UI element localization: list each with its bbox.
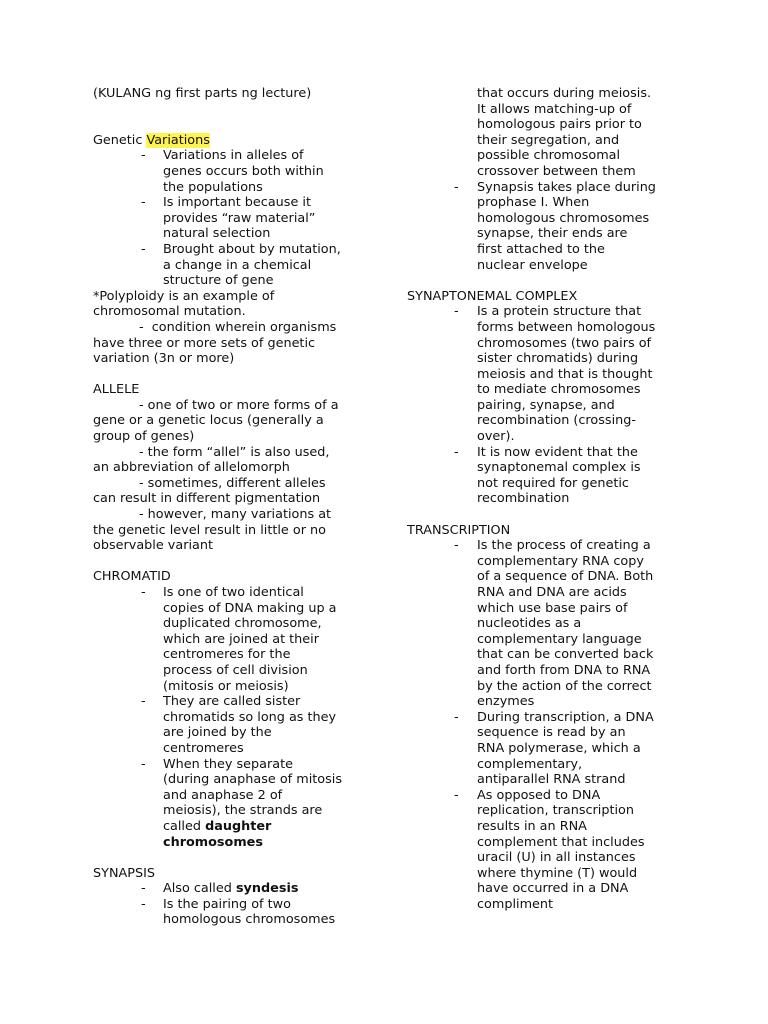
text-line: first attached to the: [477, 241, 605, 257]
genetic-variations-heading: [93, 133, 373, 149]
text-line: (during anaphase of mitosis: [163, 772, 342, 788]
bullet-dash: -: [141, 195, 146, 211]
transcription-heading: TRANSCRIPTION: [407, 522, 511, 538]
allele-heading: ALLELE: [93, 382, 140, 398]
bullet-dash: -: [141, 756, 146, 772]
text-line: process of cell division: [163, 662, 308, 678]
condition-note: have three or more sets of genetic: [93, 335, 316, 351]
text-line: homologous pairs prior to: [477, 117, 642, 133]
text-line: nuclear envelope: [477, 257, 588, 273]
condition-note: variation (3n or more): [93, 351, 235, 367]
text-line: RNA and DNA are acids: [477, 585, 627, 600]
allele-text: can result in different pigmentation: [93, 491, 321, 507]
also-called-text: Also called: [163, 881, 236, 897]
text-line: and anaphase 2 of: [163, 787, 283, 803]
text-line: (mitosis or meiosis): [163, 678, 289, 694]
text-line: that can be converted back: [477, 647, 654, 663]
text-line: pairing, synapse, and: [477, 397, 615, 413]
text-line: Is important because it: [163, 195, 311, 211]
text-line: Is a protein structure that: [477, 304, 642, 320]
text-line: which are joined at their: [163, 631, 319, 647]
text-line: compliment: [477, 896, 554, 912]
text-line: provides “raw material”: [163, 210, 316, 226]
bullet-chromatid-3: [93, 757, 373, 851]
text-line: a change in a chemical: [163, 257, 312, 273]
text-line: complementary language: [477, 631, 642, 647]
right-column: [407, 86, 687, 912]
allele-text: observable variant: [93, 538, 213, 554]
text-line: Brought about by mutation,: [163, 241, 341, 257]
text-line: prophase I. When: [477, 195, 590, 211]
chromatid-heading: CHROMATID: [93, 569, 171, 585]
bullet-transcription-3: [407, 788, 687, 913]
text-line: to mediate chromosomes: [477, 382, 641, 398]
allele-text: - one of two or more forms of a: [139, 397, 339, 413]
heading-prefix: Genetic: [93, 132, 147, 148]
text-line: Synapsis takes place during: [477, 179, 656, 195]
text-line: crossover between them: [477, 163, 636, 179]
text-line: copies of DNA making up a: [163, 600, 337, 616]
text-line: by the action of the correct: [477, 678, 652, 694]
text-line: During transcription, a DNA: [477, 709, 654, 725]
bullet-synaptonemal-2: [407, 445, 687, 507]
polyploidy-note: chromosomal mutation.: [93, 304, 246, 320]
text-line: not required for genetic: [477, 475, 629, 491]
text-line: recombination: [477, 491, 570, 507]
text-line: sequence is read by an: [477, 725, 626, 741]
bullet-dash: -: [141, 881, 146, 897]
bullet-dash: -: [141, 148, 146, 164]
text-line: It is now evident that the: [477, 444, 638, 460]
synapsis-continuation: [407, 86, 687, 180]
bullet-synapsis-2: [93, 897, 373, 928]
intro-note: (KULANG ng first parts ng lecture): [93, 86, 312, 101]
allele-text: gene or a genetic locus (generally a: [93, 413, 324, 429]
text-line: antiparallel RNA strand: [477, 772, 626, 788]
text-line: meiosis), the strands are: [163, 803, 323, 819]
bullet-dash: -: [141, 241, 146, 257]
text-line: As opposed to DNA: [477, 787, 601, 803]
bullet-dash: -: [454, 304, 459, 320]
text-line: [163, 881, 373, 897]
bullet-transcription-2: [407, 710, 687, 788]
text-line: They are called sister: [163, 694, 301, 710]
bold-term: chromosomes: [163, 834, 263, 850]
bullet-dash: -: [454, 709, 459, 725]
text-line: [163, 819, 373, 835]
text-line: possible chromosomal: [477, 148, 621, 164]
text-line: over).: [477, 429, 515, 445]
text-line: complement that includes: [477, 834, 645, 850]
text-line: meiosis and that is thought: [477, 366, 653, 382]
text-line: the populations: [163, 179, 263, 195]
text-line: where thymine (T) would: [477, 865, 638, 881]
allele-text: group of genes): [93, 429, 195, 445]
text-line: forms between homologous: [477, 319, 656, 335]
bold-term: syndesis: [235, 881, 299, 897]
text-line: of a sequence of DNA. Both: [477, 569, 654, 585]
text-line: nucleotides as a: [477, 616, 582, 632]
text-line: synaptonemal complex is: [477, 460, 641, 476]
text-line: replication, transcription: [477, 803, 634, 819]
text-line: centromeres: [163, 740, 244, 756]
text-line: natural selection: [163, 226, 271, 242]
bullet-synapsis-3: [407, 180, 687, 274]
bullet-genetic-3: [93, 242, 373, 289]
text-line: structure of gene: [163, 273, 274, 289]
text-line: that occurs during meiosis.: [477, 86, 652, 101]
text-line: sister chromatids) during: [477, 351, 639, 367]
text-line: homologous chromosomes: [163, 912, 336, 928]
synapsis-heading: SYNAPSIS: [93, 865, 156, 881]
bullet-dash: -: [141, 585, 146, 600]
bullet-dash: -: [141, 896, 146, 912]
bullet-dash: -: [454, 538, 459, 554]
bullet-dash: -: [454, 444, 459, 460]
text-line: genes occurs both within: [163, 163, 324, 179]
text-line: are joined by the: [163, 725, 272, 741]
allele-text: an abbreviation of allelomorph: [93, 460, 290, 476]
text-line: centromeres for the: [163, 647, 291, 663]
synaptonemal-heading: SYNAPTONEMAL COMPLEX: [407, 288, 578, 304]
condition-note: - condition wherein organisms: [139, 319, 337, 335]
left-column: [93, 86, 373, 928]
text-line: chromatids so long as they: [163, 709, 337, 725]
text-line: their segregation, and: [477, 132, 620, 148]
allele-text: - sometimes, different alleles: [139, 475, 326, 491]
text-line: It allows matching-up of: [477, 101, 632, 117]
polyploidy-note: *Polyploidy is an example of: [93, 288, 275, 304]
text-line: complementary,: [477, 756, 583, 772]
text-line: enzymes: [477, 694, 535, 710]
text-line: duplicated chromosome,: [163, 616, 322, 632]
text-line: chromosomes (two pairs of: [477, 335, 652, 351]
bullet-chromatid-2: [93, 694, 373, 756]
text-line: Is the process of creating a: [477, 538, 651, 554]
allele-text: - the form “allel” is also used,: [139, 444, 330, 460]
text-line: RNA polymerase, which a: [477, 740, 641, 756]
bullet-dash: -: [454, 179, 459, 195]
bullet-genetic-2: [93, 195, 373, 242]
bullet-transcription-1: [407, 538, 687, 710]
bullet-chromatid-1: [93, 585, 373, 694]
bullet-synapsis-1: [93, 881, 373, 897]
text-line: uracil (U) in all instances: [477, 850, 636, 866]
text-line: Is the pairing of two: [163, 896, 291, 912]
called-text: called: [163, 818, 206, 834]
allele-text: the genetic level result in little or no: [93, 522, 326, 538]
text-line: synapse, their ends are: [477, 226, 628, 242]
bullet-genetic-1: [93, 148, 373, 195]
text-line: Is one of two identical: [163, 585, 304, 600]
bullet-dash: -: [141, 694, 146, 710]
highlighted-word: Variations: [146, 132, 210, 148]
text-line: homologous chromosomes: [477, 210, 650, 226]
allele-text: - however, many variations at: [139, 507, 332, 523]
text-line: Variations in alleles of: [163, 148, 304, 164]
bullet-synaptonemal-1: [407, 304, 687, 444]
text-line: [163, 835, 373, 851]
bullet-dash: -: [454, 787, 459, 803]
text-line: and forth from DNA to RNA: [477, 662, 651, 678]
text-line: When they separate: [163, 756, 293, 772]
text-line: results in an RNA: [477, 818, 587, 834]
text-line: which use base pairs of: [477, 600, 628, 616]
text-line: have occurred in a DNA: [477, 881, 629, 897]
bold-term: daughter: [205, 818, 272, 834]
text-line: complementary RNA copy: [477, 553, 644, 569]
text-line: recombination (crossing-: [477, 413, 636, 429]
